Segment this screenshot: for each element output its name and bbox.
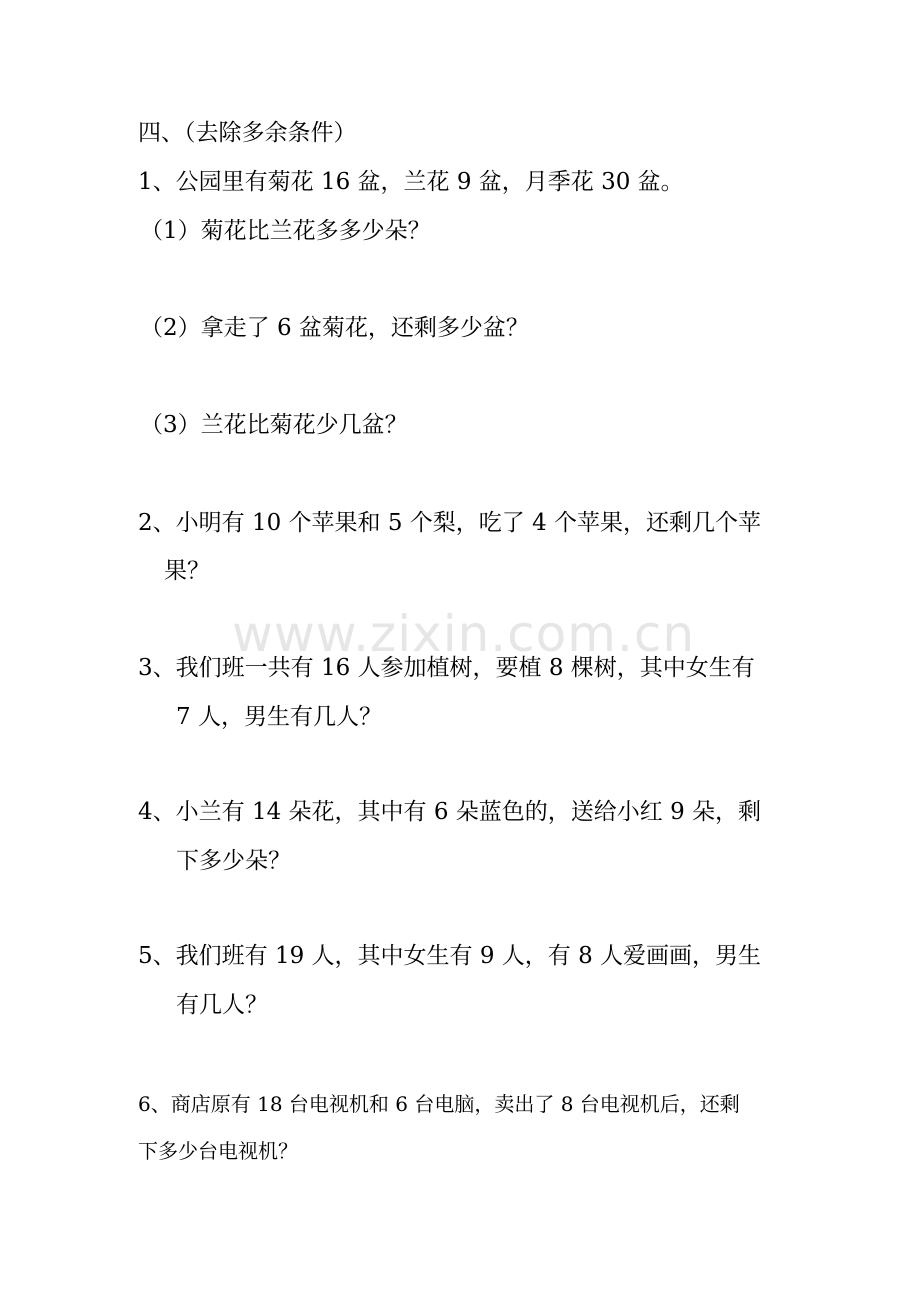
problem-number: 3、: [138, 655, 176, 681]
problem-text: 我们班一共有 16 人参加植树，要植 8 棵树，其中女生有: [175, 655, 755, 681]
problem-4-line-2: 下多少朵？: [176, 848, 291, 874]
problem-number: 5、: [138, 943, 176, 969]
problem-4-line-1: [138, 797, 761, 827]
problem-2-line-1: [138, 508, 761, 538]
problem-2-line-2: 果？: [164, 558, 210, 584]
problem-1-sub-1: （1）菊花比兰花多多少朵？: [140, 218, 431, 244]
problem-number: 6、: [138, 1092, 171, 1116]
problem-1-sub-2: （2）拿走了 6 盆菊花，还剩多少盆？: [140, 315, 529, 341]
problem-text: 商店原有 18 台电视机和 6 台电脑，卖出了 8 台电视机后，还剩: [170, 1092, 740, 1116]
problem-1-sub-3: （3）兰花比菊花少几盆？: [140, 412, 408, 438]
problem-number: 2、: [138, 510, 176, 536]
problem-5-line-2: 有几人？: [176, 992, 268, 1018]
problem-5-line-1: [138, 941, 761, 971]
problem-3-line-1: [138, 653, 755, 683]
watermark: www.zixin.com.cn: [232, 605, 696, 663]
problem-1-text: [138, 167, 684, 197]
problem-stem: 公园里有菊花 16 盆，兰花 9 盆，月季花 30 盆。: [175, 169, 684, 195]
problem-3-line-2: 7 人，男生有几人？: [176, 704, 382, 730]
problem-text: 我们班有 19 人，其中女生有 9 人，有 8 人爱画画，男生: [175, 943, 762, 969]
problem-text: 小明有 10 个苹果和 5 个梨，吃了 4 个苹果，还剩几个苹: [175, 510, 762, 536]
problem-number: 1、: [138, 169, 176, 195]
problem-text: 小兰有 14 朵花，其中有 6 朵蓝色的，送给小红 9 朵，剩: [175, 799, 762, 825]
section-title: 四、（去除多余条件）: [138, 120, 357, 146]
problem-6-line-1: [138, 1089, 740, 1119]
problem-6-line-2: 下多少台电视机？: [138, 1139, 298, 1163]
problem-number: 4、: [138, 799, 176, 825]
